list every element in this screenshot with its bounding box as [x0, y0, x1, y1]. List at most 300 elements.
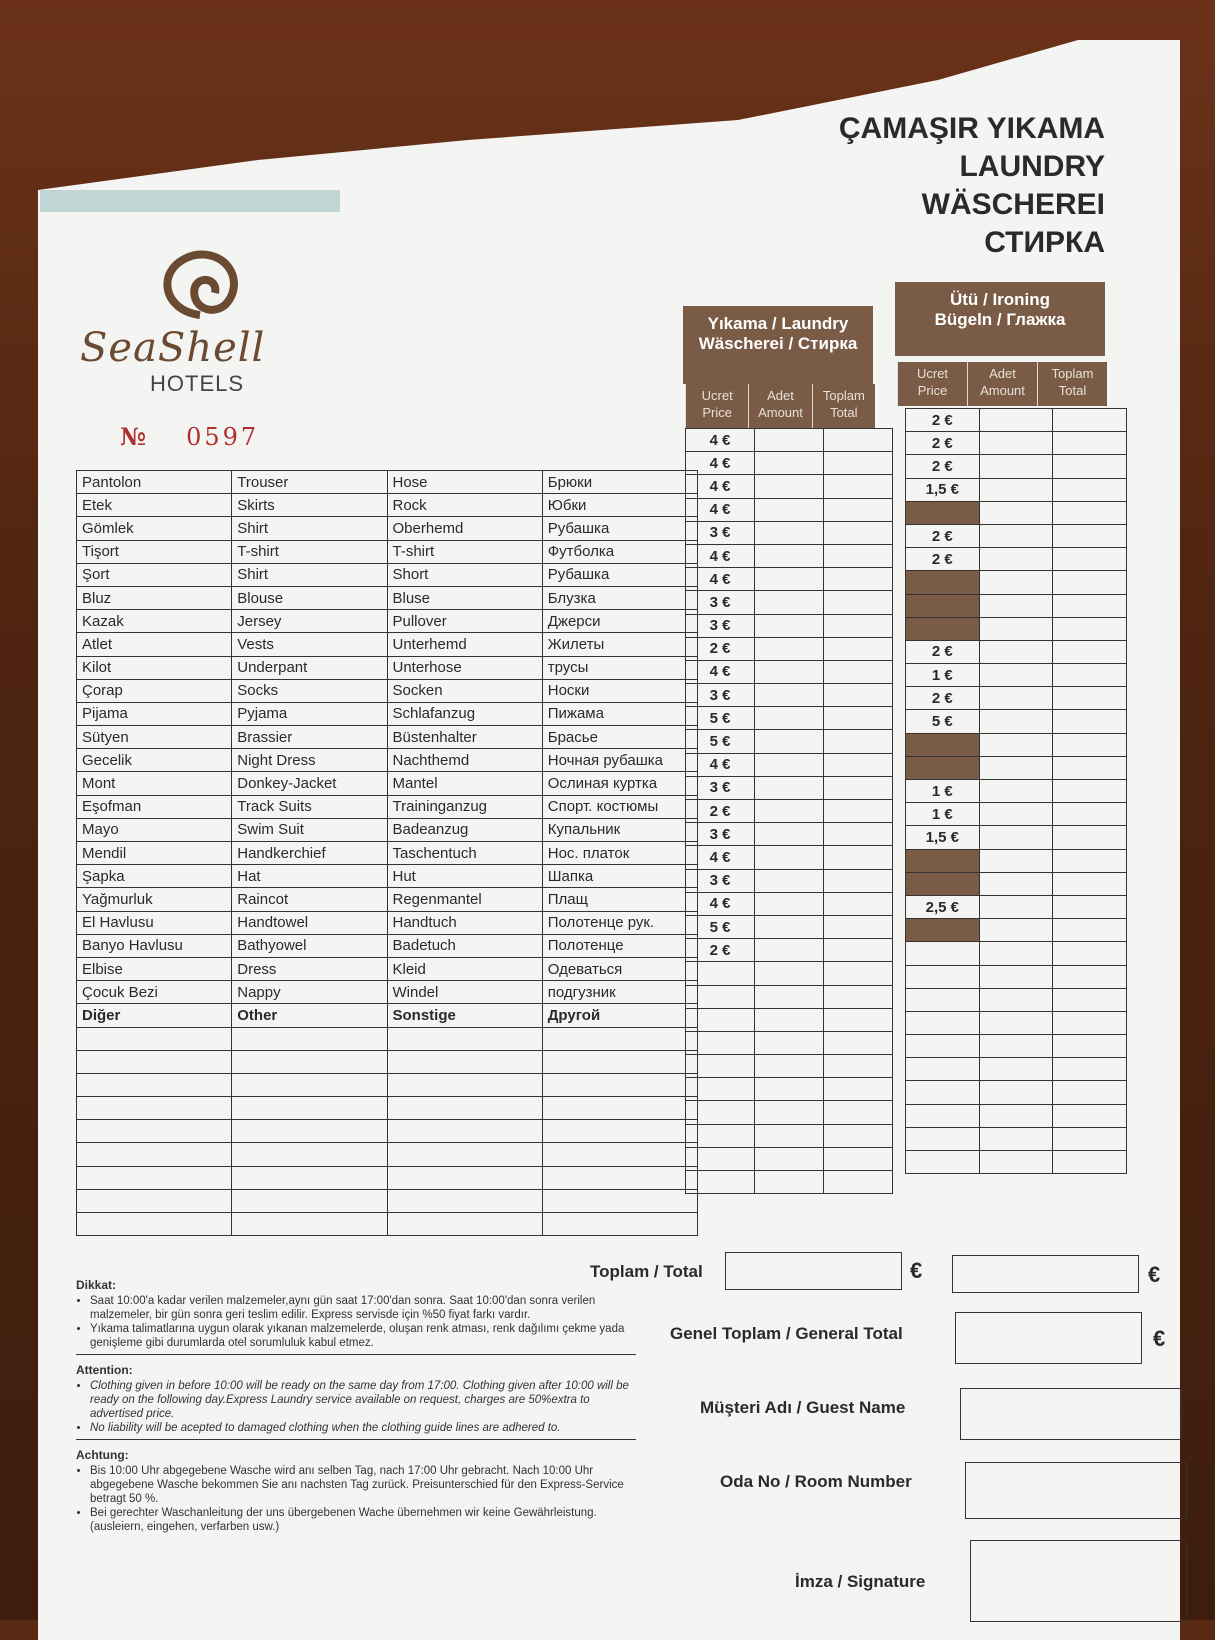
blank-cell[interactable]	[686, 1031, 755, 1054]
signature-field[interactable]	[970, 1540, 1187, 1622]
wash-row	[686, 568, 893, 591]
wash-row	[686, 591, 893, 614]
item-tr: El Havlusu	[77, 911, 232, 934]
iron-price: 2 €	[906, 687, 980, 710]
item-ru: Купальник	[542, 818, 697, 841]
wash-total-field[interactable]	[725, 1252, 902, 1290]
iron-row	[906, 895, 1127, 918]
iron-row	[906, 733, 1127, 756]
item-en: Handtowel	[232, 911, 387, 934]
table-row	[77, 726, 698, 749]
blank-cell[interactable]	[755, 1124, 824, 1147]
wash-total[interactable]	[824, 475, 893, 498]
wash-amount[interactable]	[755, 753, 824, 776]
blank-cell[interactable]	[1053, 1127, 1127, 1150]
item-ru: Спорт. костюмы	[542, 795, 697, 818]
wash-blank-row	[686, 1031, 893, 1054]
item-tr: Yağmurluk	[77, 888, 232, 911]
wash-amount[interactable]	[755, 892, 824, 915]
iron-amount[interactable]	[979, 617, 1053, 640]
item-ru: Другой	[542, 1004, 697, 1027]
blank-cell[interactable]	[686, 1124, 755, 1147]
blank-cell[interactable]	[77, 1120, 232, 1143]
wash-amount[interactable]	[755, 544, 824, 567]
blank-cell[interactable]	[906, 1081, 980, 1104]
item-de: Windel	[387, 981, 542, 1004]
item-ru: Рубашка	[542, 563, 697, 586]
blank-cell[interactable]	[77, 1213, 232, 1236]
blank-cell[interactable]	[387, 1097, 542, 1120]
iron-price: 2 €	[906, 455, 980, 478]
blank-cell[interactable]	[686, 1171, 755, 1194]
blank-cell[interactable]	[542, 1027, 697, 1050]
item-ru: Юбки	[542, 494, 697, 517]
blank-cell[interactable]	[979, 1151, 1053, 1174]
wash-blank-row	[686, 1078, 893, 1101]
iron-title-2: Bügeln / Глажка	[934, 310, 1066, 329]
item-tr: Eşofman	[77, 795, 232, 818]
wash-blank-row	[686, 1008, 893, 1031]
blank-cell[interactable]	[542, 1097, 697, 1120]
wash-title-1: Yıkama / Laundry	[707, 314, 849, 333]
blank-cell[interactable]	[979, 965, 1053, 988]
iron-total[interactable]	[1053, 664, 1127, 687]
blank-cell[interactable]	[1053, 1081, 1127, 1104]
item-ru: Одеваться	[542, 957, 697, 980]
blank-cell[interactable]	[77, 1073, 232, 1096]
blank-cell[interactable]	[906, 1035, 980, 1058]
blank-row	[77, 1027, 698, 1050]
blank-cell[interactable]	[542, 1143, 697, 1166]
room-number-label: Oda No / Room Number	[720, 1472, 912, 1491]
blank-cell[interactable]	[232, 1097, 387, 1120]
room-number-field[interactable]	[965, 1462, 1187, 1519]
wash-amount[interactable]	[755, 660, 824, 683]
iron-row	[906, 594, 1127, 617]
wash-total[interactable]	[824, 660, 893, 683]
item-de: Short	[387, 563, 542, 586]
wash-amount[interactable]	[755, 707, 824, 730]
blank-cell[interactable]	[1053, 942, 1127, 965]
notes-tr-title: Dikkat:	[76, 1278, 117, 1292]
wash-total[interactable]	[824, 637, 893, 660]
item-de: Socken	[387, 679, 542, 702]
wash-amount[interactable]	[755, 452, 824, 475]
iron-amount[interactable]	[979, 664, 1053, 687]
iron-col-amount: Adet Amount	[967, 362, 1037, 406]
wash-price: 5 €	[686, 730, 755, 753]
blank-cell[interactable]	[824, 1031, 893, 1054]
blank-cell[interactable]	[77, 1097, 232, 1120]
item-tr: Sütyen	[77, 726, 232, 749]
title-line-de: WÄSCHEREI	[921, 188, 1105, 221]
wash-total[interactable]	[824, 498, 893, 521]
blank-cell[interactable]	[232, 1213, 387, 1236]
table-row	[77, 633, 698, 656]
blank-cell[interactable]	[1053, 1151, 1127, 1174]
blank-cell[interactable]	[979, 1081, 1053, 1104]
iron-total[interactable]	[1053, 548, 1127, 571]
blank-cell[interactable]	[824, 1078, 893, 1101]
wash-amount[interactable]	[755, 939, 824, 962]
notes-section	[76, 1270, 636, 1534]
blank-cell[interactable]	[1053, 965, 1127, 988]
blank-cell[interactable]	[906, 1127, 980, 1150]
iron-total[interactable]	[1053, 803, 1127, 826]
wash-total[interactable]	[824, 892, 893, 915]
blank-cell[interactable]	[387, 1213, 542, 1236]
blank-cell[interactable]	[77, 1143, 232, 1166]
iron-col-price: Ucret Price	[897, 362, 967, 406]
iron-amount[interactable]	[979, 872, 1053, 895]
table-row	[77, 772, 698, 795]
item-en: Track Suits	[232, 795, 387, 818]
wash-total[interactable]	[824, 544, 893, 567]
iron-total[interactable]	[1053, 478, 1127, 501]
iron-price-table	[905, 408, 1127, 1174]
iron-price: 5 €	[906, 710, 980, 733]
wash-amount[interactable]	[755, 684, 824, 707]
wash-total[interactable]	[824, 753, 893, 776]
blank-row	[77, 1166, 698, 1189]
blank-cell[interactable]	[824, 1055, 893, 1078]
wash-amount[interactable]	[755, 429, 824, 452]
iron-price: 1,5 €	[906, 478, 980, 501]
iron-amount[interactable]	[979, 594, 1053, 617]
wash-amount[interactable]	[755, 521, 824, 544]
blank-cell[interactable]	[824, 1124, 893, 1147]
wash-total[interactable]	[824, 939, 893, 962]
iron-amount[interactable]	[979, 756, 1053, 779]
iron-amount[interactable]	[979, 432, 1053, 455]
wash-amount[interactable]	[755, 498, 824, 521]
total-label: Toplam / Total	[590, 1262, 703, 1281]
wash-amount[interactable]	[755, 846, 824, 869]
wash-price: 5 €	[686, 707, 755, 730]
item-ru: Рубашка	[542, 517, 697, 540]
blank-cell[interactable]	[1053, 988, 1127, 1011]
blank-cell[interactable]	[232, 1166, 387, 1189]
blank-cell[interactable]	[387, 1120, 542, 1143]
blank-cell[interactable]	[755, 1147, 824, 1170]
wash-blank-row	[686, 1055, 893, 1078]
blank-cell[interactable]	[232, 1027, 387, 1050]
blank-cell[interactable]	[387, 1143, 542, 1166]
wash-total[interactable]	[824, 776, 893, 799]
item-de: Unterhemd	[387, 633, 542, 656]
iron-amount[interactable]	[979, 895, 1053, 918]
iron-total[interactable]	[1053, 571, 1127, 594]
wash-total[interactable]	[824, 591, 893, 614]
wash-row	[686, 753, 893, 776]
blank-cell[interactable]	[906, 942, 980, 965]
wash-row	[686, 637, 893, 660]
blank-cell[interactable]	[755, 985, 824, 1008]
blank-cell[interactable]	[979, 942, 1053, 965]
item-en: Hat	[232, 865, 387, 888]
iron-total[interactable]	[1053, 733, 1127, 756]
wash-amount[interactable]	[755, 591, 824, 614]
iron-total-field[interactable]	[952, 1255, 1139, 1293]
blank-cell[interactable]	[906, 1104, 980, 1127]
iron-total[interactable]	[1053, 617, 1127, 640]
blank-cell[interactable]	[387, 1189, 542, 1212]
wash-amount[interactable]	[755, 776, 824, 799]
iron-total[interactable]	[1053, 687, 1127, 710]
wash-amount[interactable]	[755, 823, 824, 846]
wash-amount[interactable]	[755, 637, 824, 660]
blank-cell[interactable]	[755, 962, 824, 985]
blank-cell[interactable]	[824, 1101, 893, 1124]
blank-cell[interactable]	[1053, 1058, 1127, 1081]
wash-total[interactable]	[824, 823, 893, 846]
blank-row	[77, 1213, 698, 1236]
iron-amount[interactable]	[979, 524, 1053, 547]
blank-cell[interactable]	[906, 1011, 980, 1034]
wash-price: 4 €	[686, 568, 755, 591]
blank-cell[interactable]	[906, 1058, 980, 1081]
blank-cell[interactable]	[979, 988, 1053, 1011]
item-tr: Elbise	[77, 957, 232, 980]
iron-total[interactable]	[1053, 524, 1127, 547]
blank-cell[interactable]	[755, 1171, 824, 1194]
blank-cell[interactable]	[232, 1073, 387, 1096]
blank-cell[interactable]	[686, 1147, 755, 1170]
iron-amount[interactable]	[979, 733, 1053, 756]
wash-amount[interactable]	[755, 869, 824, 892]
blank-cell[interactable]	[824, 1147, 893, 1170]
item-de: Hut	[387, 865, 542, 888]
wash-amount[interactable]	[755, 475, 824, 498]
wash-amount[interactable]	[755, 730, 824, 753]
blank-cell[interactable]	[906, 965, 980, 988]
blank-cell[interactable]	[77, 1189, 232, 1212]
blank-cell[interactable]	[77, 1027, 232, 1050]
blank-cell[interactable]	[686, 1078, 755, 1101]
blank-cell[interactable]	[542, 1189, 697, 1212]
iron-amount[interactable]	[979, 687, 1053, 710]
blank-cell[interactable]	[77, 1166, 232, 1189]
iron-amount[interactable]	[979, 501, 1053, 524]
iron-price: 2,5 €	[906, 895, 980, 918]
blank-cell[interactable]	[824, 985, 893, 1008]
iron-blank-row	[906, 1011, 1127, 1034]
wash-row	[686, 614, 893, 637]
iron-total[interactable]	[1053, 640, 1127, 663]
guest-name-field[interactable]	[960, 1388, 1182, 1440]
iron-amount[interactable]	[979, 548, 1053, 571]
iron-amount[interactable]	[979, 826, 1053, 849]
wash-total[interactable]	[824, 800, 893, 823]
blank-cell[interactable]	[542, 1120, 697, 1143]
blank-cell[interactable]	[979, 1011, 1053, 1034]
blank-cell[interactable]	[824, 962, 893, 985]
iron-row	[906, 687, 1127, 710]
wash-amount[interactable]	[755, 614, 824, 637]
wash-row	[686, 823, 893, 846]
item-en: Other	[232, 1004, 387, 1027]
wash-total[interactable]	[824, 568, 893, 591]
blank-cell[interactable]	[906, 988, 980, 1011]
iron-total[interactable]	[1053, 756, 1127, 779]
iron-row	[906, 432, 1127, 455]
iron-amount[interactable]	[979, 849, 1053, 872]
iron-total[interactable]	[1053, 895, 1127, 918]
iron-amount[interactable]	[979, 780, 1053, 803]
wash-total[interactable]	[824, 429, 893, 452]
blank-cell[interactable]	[755, 1101, 824, 1124]
iron-total[interactable]	[1053, 594, 1127, 617]
table-row	[77, 540, 698, 563]
item-en: Vests	[232, 633, 387, 656]
notes-de-item: • Bei gerechter Waschanleitung der uns übergebenen Wache übernehmen wir keine Gewährleistung. (ausleiern, eingehen, verfarben usw.)	[90, 1506, 636, 1534]
title-line-ru: СТИРКА	[984, 226, 1105, 259]
blank-cell[interactable]	[387, 1027, 542, 1050]
blank-cell[interactable]	[979, 1035, 1053, 1058]
wash-col-amount: Adet Amount	[748, 384, 811, 428]
iron-amount[interactable]	[979, 710, 1053, 733]
wash-total[interactable]	[824, 915, 893, 938]
item-ru: Брюки	[542, 471, 697, 494]
wash-total[interactable]	[824, 869, 893, 892]
item-en: Pyjama	[232, 702, 387, 725]
item-de: Badeanzug	[387, 818, 542, 841]
guest-name-label: Müşteri Adı / Guest Name	[700, 1398, 906, 1417]
blank-cell[interactable]	[686, 1055, 755, 1078]
blank-cell[interactable]	[686, 962, 755, 985]
blank-cell[interactable]	[542, 1213, 697, 1236]
iron-amount[interactable]	[979, 571, 1053, 594]
blank-cell[interactable]	[1053, 1011, 1127, 1034]
blank-cell[interactable]	[1053, 1104, 1127, 1127]
blank-cell[interactable]	[387, 1166, 542, 1189]
iron-total[interactable]	[1053, 455, 1127, 478]
table-row	[77, 679, 698, 702]
item-de: Hose	[387, 471, 542, 494]
blank-cell[interactable]	[542, 1073, 697, 1096]
iron-col-total: Toplam Total	[1037, 362, 1107, 406]
iron-row	[906, 548, 1127, 571]
item-de: Sonstige	[387, 1004, 542, 1027]
wash-subheader	[685, 384, 875, 428]
iron-total[interactable]	[1053, 849, 1127, 872]
hotel-logo	[80, 325, 340, 397]
iron-amount[interactable]	[979, 478, 1053, 501]
blank-cell[interactable]	[686, 1008, 755, 1031]
table-row	[77, 563, 698, 586]
iron-blank-row	[906, 1151, 1127, 1174]
blank-cell[interactable]	[232, 1050, 387, 1073]
iron-total[interactable]	[1053, 409, 1127, 432]
wash-total[interactable]	[824, 614, 893, 637]
blank-cell[interactable]	[755, 1055, 824, 1078]
item-tr: Diğer	[77, 1004, 232, 1027]
iron-price-unavailable	[906, 849, 980, 872]
wash-amount[interactable]	[755, 915, 824, 938]
wash-amount[interactable]	[755, 568, 824, 591]
blank-cell[interactable]	[755, 1031, 824, 1054]
item-en: Raincot	[232, 888, 387, 911]
iron-amount[interactable]	[979, 409, 1053, 432]
item-ru: Шапка	[542, 865, 697, 888]
blank-cell[interactable]	[1053, 1035, 1127, 1058]
iron-amount[interactable]	[979, 455, 1053, 478]
table-row	[77, 934, 698, 957]
iron-row	[906, 501, 1127, 524]
wash-blank-row	[686, 1124, 893, 1147]
iron-total[interactable]	[1053, 826, 1127, 849]
iron-price: 1,5 €	[906, 826, 980, 849]
item-en: T-shirt	[232, 540, 387, 563]
blank-cell[interactable]	[232, 1120, 387, 1143]
wash-row	[686, 869, 893, 892]
item-tr: Gecelik	[77, 749, 232, 772]
iron-total[interactable]	[1053, 872, 1127, 895]
blank-cell[interactable]	[979, 1104, 1053, 1127]
blank-cell[interactable]	[77, 1050, 232, 1073]
blank-cell[interactable]	[232, 1143, 387, 1166]
iron-total[interactable]	[1053, 710, 1127, 733]
item-ru: Джерси	[542, 610, 697, 633]
iron-blank-row	[906, 965, 1127, 988]
item-tr: Mendil	[77, 842, 232, 865]
notes-de-item: • Bis 10:00 Uhr abgegebene Wasche wird anı selben Tag, nach 17:00 Uhr gebracht. Nach 10:00 Uhr abgegebene Wasche bekommen Sie anı nachsten Tag zurück. Preisunterschied für den Express-Service betragt 50 %.	[90, 1464, 636, 1506]
iron-amount[interactable]	[979, 919, 1053, 942]
wash-row	[686, 684, 893, 707]
wash-total[interactable]	[824, 730, 893, 753]
blank-cell[interactable]	[686, 985, 755, 1008]
blank-cell[interactable]	[979, 1127, 1053, 1150]
iron-total[interactable]	[1053, 919, 1127, 942]
iron-total[interactable]	[1053, 780, 1127, 803]
wash-row	[686, 776, 893, 799]
iron-row	[906, 409, 1127, 432]
wash-total[interactable]	[824, 846, 893, 869]
iron-row	[906, 640, 1127, 663]
iron-total[interactable]	[1053, 432, 1127, 455]
wash-row	[686, 730, 893, 753]
iron-total[interactable]	[1053, 501, 1127, 524]
title-line-en: LAUNDRY	[959, 150, 1105, 183]
blank-cell[interactable]	[824, 1008, 893, 1031]
iron-header	[895, 282, 1105, 356]
wash-row	[686, 707, 893, 730]
blank-cell[interactable]	[906, 1151, 980, 1174]
blank-cell[interactable]	[387, 1050, 542, 1073]
wash-total[interactable]	[824, 707, 893, 730]
item-en: Swim Suit	[232, 818, 387, 841]
wash-total[interactable]	[824, 452, 893, 475]
blank-cell[interactable]	[755, 1078, 824, 1101]
item-tr: Mayo	[77, 818, 232, 841]
blank-cell[interactable]	[755, 1008, 824, 1031]
wash-total[interactable]	[824, 684, 893, 707]
item-tr: Pantolon	[77, 471, 232, 494]
blank-cell[interactable]	[232, 1189, 387, 1212]
general-total-field[interactable]	[955, 1312, 1142, 1364]
item-de: Unterhose	[387, 656, 542, 679]
iron-amount[interactable]	[979, 640, 1053, 663]
blank-cell[interactable]	[824, 1171, 893, 1194]
blank-cell[interactable]	[542, 1050, 697, 1073]
blank-cell[interactable]	[387, 1073, 542, 1096]
wash-amount[interactable]	[755, 800, 824, 823]
blank-cell[interactable]	[686, 1101, 755, 1124]
wash-total[interactable]	[824, 521, 893, 544]
blank-cell[interactable]	[542, 1166, 697, 1189]
iron-amount[interactable]	[979, 803, 1053, 826]
blank-cell[interactable]	[979, 1058, 1053, 1081]
